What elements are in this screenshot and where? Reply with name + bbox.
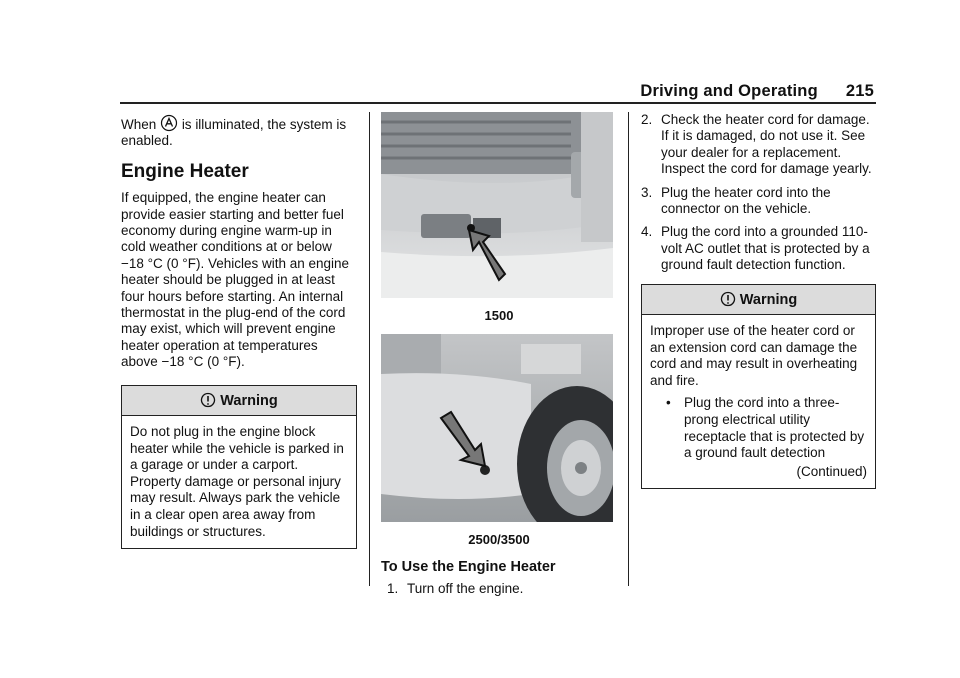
header-rule (120, 102, 876, 104)
bullet-text: Plug the cord into a three-prong electrical utility receptacle that is protected by a ground fault detection (684, 395, 865, 461)
intro-text-before: When (121, 117, 157, 132)
warning-box (641, 284, 876, 490)
list-item (381, 581, 617, 597)
bullet-symbol: • (666, 395, 671, 411)
step-text: Plug the cord into a grounded 110-volt AC outlet that is protected by a ground fault detection function. (661, 224, 870, 273)
warning-icon (720, 291, 736, 307)
section-heading: Engine Heater (121, 160, 249, 182)
step-number: 2. (641, 112, 653, 127)
column-divider (628, 112, 629, 586)
warning-text: Improper use of the heater cord or an extension cord can damage the cord and may result in overheating and fire. (650, 323, 858, 388)
photo-caption-2500-3500: 2500/3500 (468, 532, 530, 548)
warning-header (642, 285, 875, 315)
page-header (640, 82, 874, 101)
warning-content (642, 315, 875, 488)
intro-paragraph (121, 114, 357, 150)
step-text: Plug the heater cord into the connector on the vehicle. (661, 184, 831, 217)
warning-bullet (650, 395, 867, 461)
step-text: Turn off the engine. (407, 581, 524, 597)
step-text: Check the heater cord for damage. If it is damaged, do not use it. See your dealer for a replacement. Inspect the cord for damage yearly. (661, 112, 872, 177)
body-paragraph: If equipped, the engine heater can provide easier starting and better fuel economy during engine warm-up in cold weather conditions at or below −18 °C (0 °F). Vehicles with an engine heater should be plugged in at least four hours before starting. An internal thermostat in the plug-end of the cord may exist, which will prevent engine heater operation at temperatures above −18 °C (0 °F). (121, 190, 350, 370)
warning-box (121, 385, 357, 550)
warning-title: Warning (220, 392, 278, 409)
column-right (641, 112, 876, 489)
step-number: 4. (641, 224, 653, 240)
steps-list (641, 112, 876, 274)
warning-icon (200, 392, 216, 408)
step-number: 1. (387, 581, 399, 597)
list-item (641, 112, 876, 178)
step-number: 3. (641, 184, 653, 200)
truck-2500-3500-photo (381, 334, 613, 522)
column-divider (369, 112, 370, 586)
subheading: To Use the Engine Heater (381, 558, 556, 575)
engine-heater-indicator-icon (160, 114, 178, 132)
truck-1500-photo (381, 112, 613, 298)
intro-text-after: is illuminated, the system is enabled. (121, 117, 347, 149)
warning-header (122, 386, 356, 416)
warning-text: Do not plug in the engine block heater while the vehicle is parked in a garage or under a carport. Property damage or personal injury may result. Always park the vehicle in a clear open area away from buildings or structures. (130, 424, 344, 539)
continued-label: (Continued) (796, 463, 867, 479)
list-item (641, 224, 876, 273)
column-left (121, 114, 357, 549)
section-title: Driving and Operating (640, 82, 818, 100)
warning-title: Warning (739, 291, 798, 308)
photo-caption-1500: 1500 (484, 308, 514, 323)
page-number: 215 (845, 82, 874, 100)
steps-list (381, 581, 617, 597)
column-middle (381, 112, 617, 605)
list-item (641, 185, 876, 218)
